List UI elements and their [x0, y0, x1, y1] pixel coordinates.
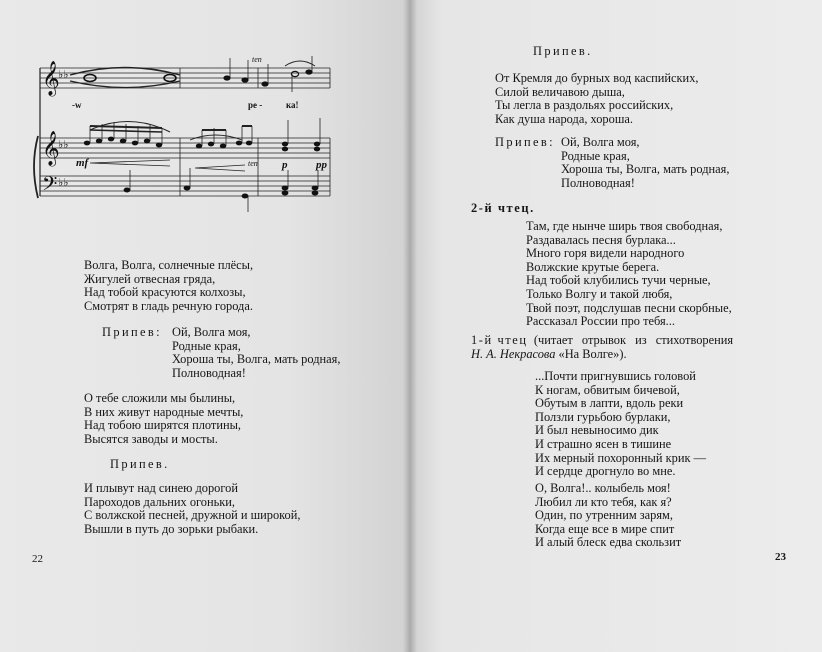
stanza-line: В них живут народные мечты, — [84, 404, 244, 419]
left-page — [0, 0, 409, 652]
verse-line: Много горя видели народного — [526, 246, 685, 261]
svg-text:𝄞: 𝄞 — [42, 62, 60, 95]
stanza-line: Как душа народа, хороша. — [495, 111, 633, 126]
stanza-line: Смотрят в гладь речную города. — [84, 298, 253, 313]
svg-text:𝄞: 𝄞 — [42, 132, 60, 165]
stanza-4 — [495, 72, 698, 126]
reader-2-text — [526, 220, 732, 329]
svg-text:𝄢: 𝄢 — [42, 174, 58, 200]
stanza-line: С волжской песней, дружной и широкой, — [84, 508, 301, 523]
refrain-block — [561, 136, 729, 190]
verse-line: Только Волгу и такой любя, — [526, 286, 673, 301]
stanza-line: Силой величавою дыша, — [495, 84, 625, 99]
stanza-line: Над тобою ширятся плотины, — [84, 418, 242, 433]
refrain-line: Полноводная! — [561, 175, 635, 190]
verse-line: Их мерный похоронный крик — — [535, 450, 706, 465]
reader-1-note: (читает отрывок из стихотворения — [533, 333, 734, 347]
page-number-right: 23 — [775, 551, 786, 563]
refrain-heading: Припев. — [110, 457, 170, 471]
verse-line: Над тобой клубились тучи черные, — [526, 273, 711, 288]
score-mark-ten-2: ten — [248, 159, 258, 168]
refrain-label: Припев: — [495, 135, 555, 149]
stanza-line: Волга, Волга, солнечные плёсы, — [84, 258, 254, 272]
verse-line: Волжские крутые берега. — [526, 259, 660, 274]
verse-line: Раздавалась песня бурлака... — [526, 232, 676, 247]
verse-line: О, Волга!.. колыбель моя! — [535, 481, 671, 495]
svg-text:♭♭: ♭♭ — [58, 69, 69, 81]
verse-line: Один, по утренним зарям, — [535, 508, 673, 523]
stanza-line: Ты легла в раздольях российских, — [495, 98, 674, 113]
stanza-line: Вышли в путь до зорьки рыбаки. — [84, 521, 259, 536]
refrain-line: Ой, Волга моя, — [561, 135, 640, 149]
verse-line: Любил ли кто тебя, как я? — [535, 494, 672, 509]
score-mark-pp: pp — [316, 159, 327, 171]
reader-2-label: 2-й чтец. — [471, 201, 535, 215]
refrain-line: Ой, Волга моя, — [172, 325, 251, 339]
verse-line: Ползли гурьбою бурлаки, — [535, 409, 671, 424]
reader-1-work: «На Волге»). — [558, 346, 627, 361]
verse-line: Когда еще все в мире спит — [535, 521, 675, 536]
score-mark-ten-1: ten — [252, 55, 262, 64]
verse-line: К ногам, обвитым бичевой, — [535, 382, 680, 397]
svg-text:♭♭: ♭♭ — [58, 139, 69, 151]
book-gutter — [403, 0, 417, 652]
verse-line: Обутым в лапти, вдоль реки — [535, 396, 684, 411]
nekrasov-poem-2 — [535, 482, 681, 550]
svg-text:♭♭: ♭♭ — [58, 177, 69, 189]
refrain-line: Родные края, — [172, 338, 241, 353]
right-page — [409, 0, 822, 652]
score-lyric-2: ре - — [248, 100, 263, 110]
reader-1-author: Н. А. Некрасова — [471, 346, 556, 361]
verse-line: ...Почти пригнувшись головой — [535, 369, 696, 383]
refrain-label: Припев: — [102, 325, 162, 339]
refrain-line: Полноводная! — [172, 365, 246, 380]
nekrasov-poem-1 — [535, 370, 706, 479]
score-mark-p: p — [282, 159, 288, 171]
stanza-line: Жигулей отвесная гряда, — [84, 271, 216, 286]
verse-line: И алый блеск едва скользит — [535, 535, 682, 550]
score-lyric-3: ка! — [286, 100, 299, 110]
stanza-line: Над тобой красуются колхозы, — [84, 285, 246, 300]
verse-line: И страшно ясен в тишине — [535, 436, 672, 451]
stanza-2 — [84, 392, 243, 446]
reader-1-label: 1-й чтец — [471, 333, 528, 347]
verse-line: Рассказал России про тебя... — [526, 314, 675, 329]
verse-line: Там, где нынче ширь твоя свободная, — [526, 219, 723, 233]
stanza-line: О тебе сложили мы былины, — [84, 391, 236, 405]
refrain-line: Хороша ты, Волга, мать родная, — [561, 162, 730, 177]
reader-1-intro — [471, 334, 733, 361]
verse-line: Твой поэт, подслушав песни скорбные, — [526, 300, 732, 315]
score-mark-mf: mf — [76, 157, 89, 169]
stanza-line: Высятся заводы и мосты. — [84, 431, 218, 446]
stanza-3 — [84, 482, 300, 536]
stanza-line: От Кремля до бурных вод каспийских, — [495, 71, 699, 85]
stanza-1 — [84, 259, 253, 313]
verse-line: И сердце дрогнуло во мне. — [535, 464, 676, 479]
verse-line: И был невыносимо дик — [535, 423, 659, 438]
stanza-line: Пароходов дальних огоньки, — [84, 494, 236, 509]
refrain-line: Родные края, — [561, 148, 630, 163]
page-number-left: 22 — [32, 553, 43, 565]
score-lyric-1: -w — [72, 100, 82, 110]
refrain-heading: Припев. — [533, 44, 593, 58]
refrain-line: Хороша ты, Волга, мать родная, — [172, 352, 341, 367]
refrain-block — [172, 326, 340, 380]
music-score — [30, 48, 340, 218]
stanza-line: И плывут над синею дорогой — [84, 481, 238, 495]
